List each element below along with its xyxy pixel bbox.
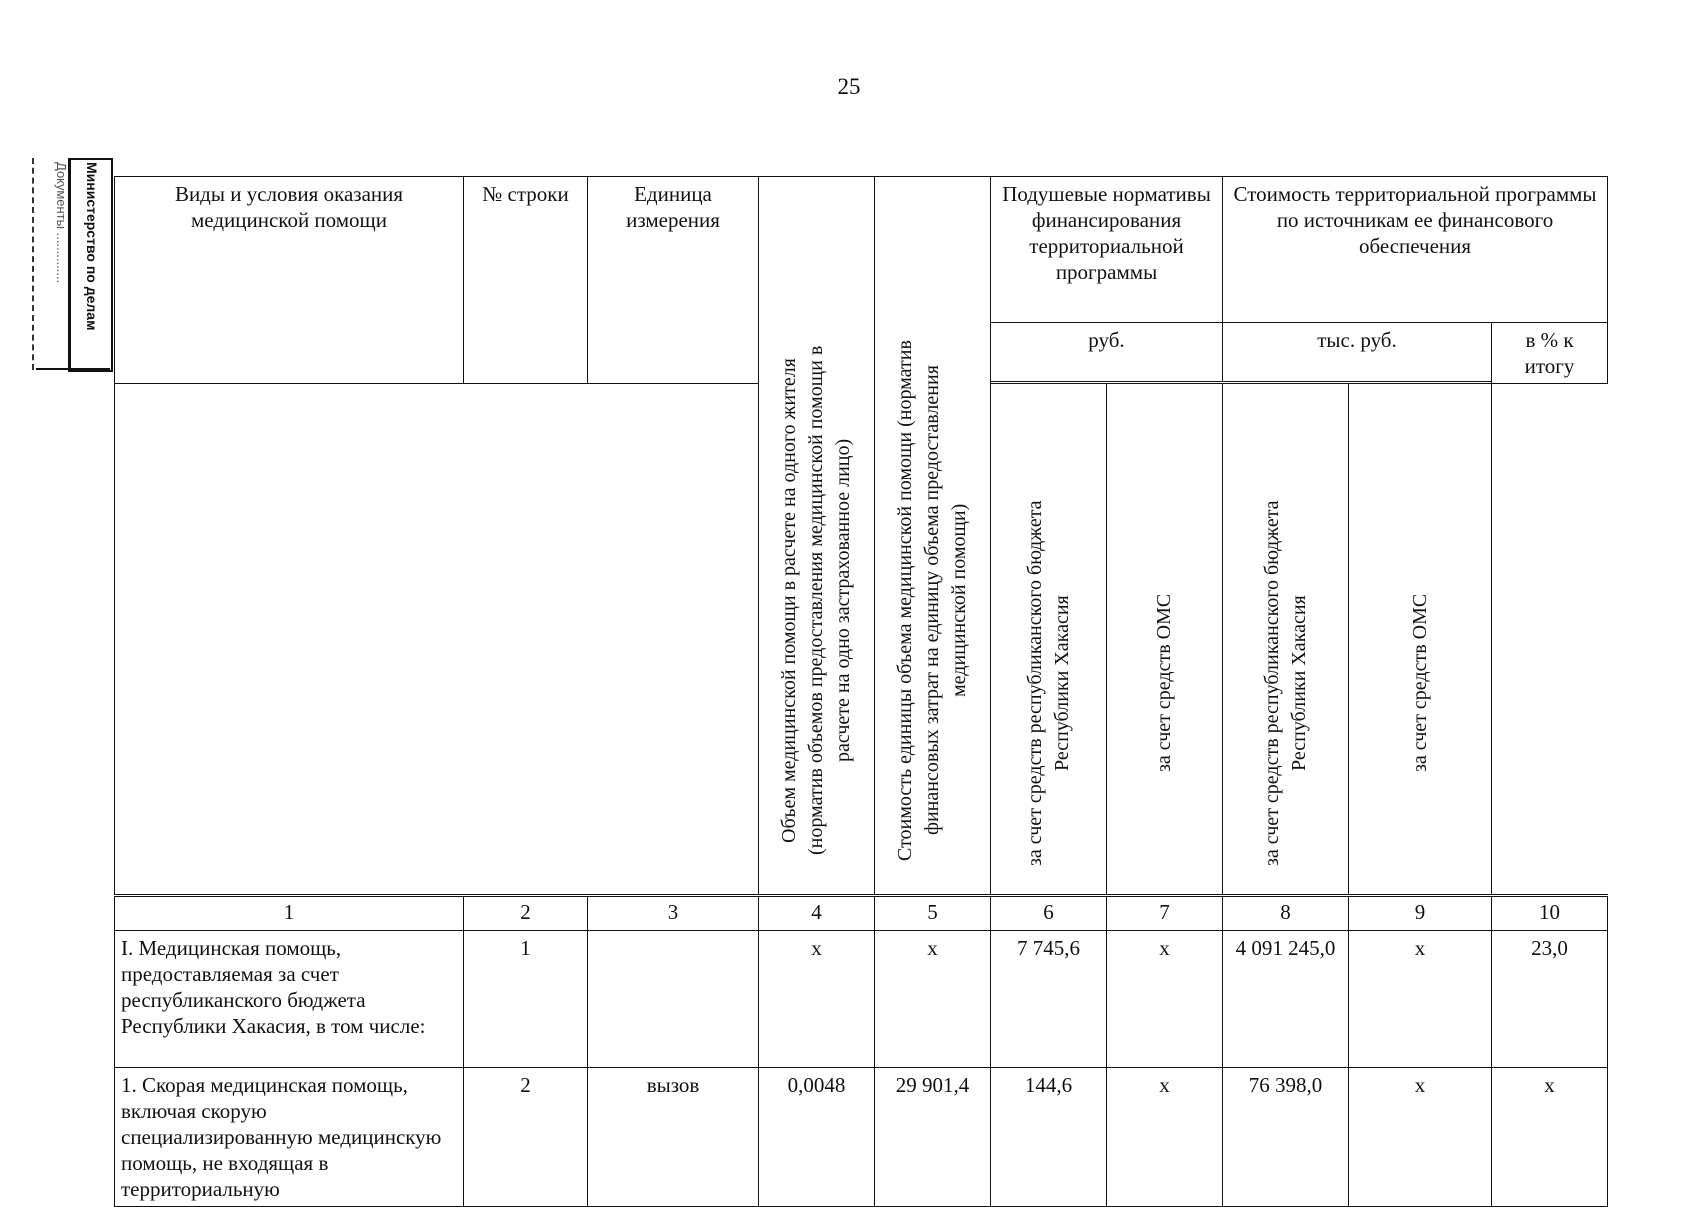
row-percent: х bbox=[1492, 1068, 1608, 1207]
header-per-capita: Подушевые нормативы финансирования территориальной программы bbox=[991, 177, 1223, 323]
colnum-2: 2 bbox=[464, 896, 588, 931]
header-cost bbox=[875, 177, 991, 896]
row-cost: х bbox=[875, 931, 991, 1068]
colnum-10: 10 bbox=[1492, 896, 1608, 931]
stamp-main-text: Министерство по делам bbox=[84, 162, 100, 331]
header-program-cost: Стоимость территориальной программы по источникам ее финансового обеспечения bbox=[1223, 177, 1608, 323]
column-numbers-row bbox=[115, 896, 1608, 931]
row-label: 1. Скорая медицинская помощь, включая скорую специализированную медицинскую помощь, не входящая в территориальную bbox=[115, 1068, 464, 1207]
row-number: 2 bbox=[464, 1068, 588, 1207]
header-budget-8-text: за счет средств республиканского бюджета Республики Хакасия bbox=[1260, 500, 1310, 866]
header-row-no: № строки bbox=[464, 177, 588, 384]
table-row bbox=[115, 931, 1608, 1068]
registration-stamp bbox=[22, 158, 110, 370]
financing-table bbox=[114, 176, 1608, 1207]
row-unit bbox=[588, 931, 759, 1068]
colnum-8: 8 bbox=[1223, 896, 1349, 931]
row-unit: вызов bbox=[588, 1068, 759, 1207]
row-cost: 29 901,4 bbox=[875, 1068, 991, 1207]
header-thous-rub: тыс. руб. bbox=[1223, 323, 1492, 382]
header-cost-text: Стоимость единицы объема медицинской помощи (норматив финансовых затрат на единицу объема предоставления медицинской помощи) bbox=[894, 340, 970, 861]
header-types: Виды и условия оказания медицинской помощи bbox=[115, 177, 464, 384]
row-per-capita-oms: х bbox=[1107, 1068, 1223, 1207]
row-volume: 0,0048 bbox=[759, 1068, 875, 1207]
row-per-capita-budget: 144,6 bbox=[991, 1068, 1107, 1207]
page-number: 25 bbox=[837, 74, 861, 99]
row-number: 1 bbox=[464, 931, 588, 1068]
header-budget-8 bbox=[1223, 384, 1349, 896]
header-oms-7-text: за счет средств ОМС bbox=[1153, 593, 1175, 773]
header-oms-9 bbox=[1349, 384, 1492, 896]
header-volume-text: Объем медицинской помощи в расчете на одного жителя (норматив объемов предоставления медицинской помощи в расчете на одно застрахованное лицо) bbox=[778, 345, 854, 856]
colnum-4: 4 bbox=[759, 896, 875, 931]
row-label: I. Медицинская помощь, предоставляемая за счет республиканского бюджета Республики Хакасия, в том числе: bbox=[115, 931, 464, 1068]
header-volume bbox=[759, 177, 875, 896]
row-per-capita-budget: 7 745,6 bbox=[991, 931, 1107, 1068]
row-cost-oms: х bbox=[1349, 1068, 1492, 1207]
colnum-5: 5 bbox=[875, 896, 991, 931]
header-percent: в % к итогу bbox=[1492, 323, 1608, 384]
table-row bbox=[115, 1068, 1608, 1207]
row-cost-budget: 4 091 245,0 bbox=[1223, 931, 1349, 1068]
header-unit: Единица измерения bbox=[588, 177, 759, 384]
colnum-1: 1 bbox=[115, 896, 464, 931]
row-per-capita-oms: х bbox=[1107, 931, 1223, 1068]
stamp-secondary-text: Документы .............. bbox=[54, 162, 69, 284]
row-volume: х bbox=[759, 931, 875, 1068]
colnum-7: 7 bbox=[1107, 896, 1223, 931]
colnum-9: 9 bbox=[1349, 896, 1492, 931]
colnum-6: 6 bbox=[991, 896, 1107, 931]
row-cost-budget: 76 398,0 bbox=[1223, 1068, 1349, 1207]
header-oms-9-text: за счет средств ОМС bbox=[1408, 593, 1431, 773]
row-cost-oms: х bbox=[1349, 931, 1492, 1068]
header-spacer bbox=[115, 384, 759, 896]
header-budget-6-text: за счет средств республиканского бюджета Республики Хакасия bbox=[1023, 500, 1073, 866]
header-rub: руб. bbox=[991, 323, 1223, 382]
row-percent: 23,0 bbox=[1492, 931, 1608, 1068]
header-oms-7 bbox=[1107, 384, 1223, 896]
header-budget-6 bbox=[991, 384, 1107, 896]
colnum-3: 3 bbox=[588, 896, 759, 931]
